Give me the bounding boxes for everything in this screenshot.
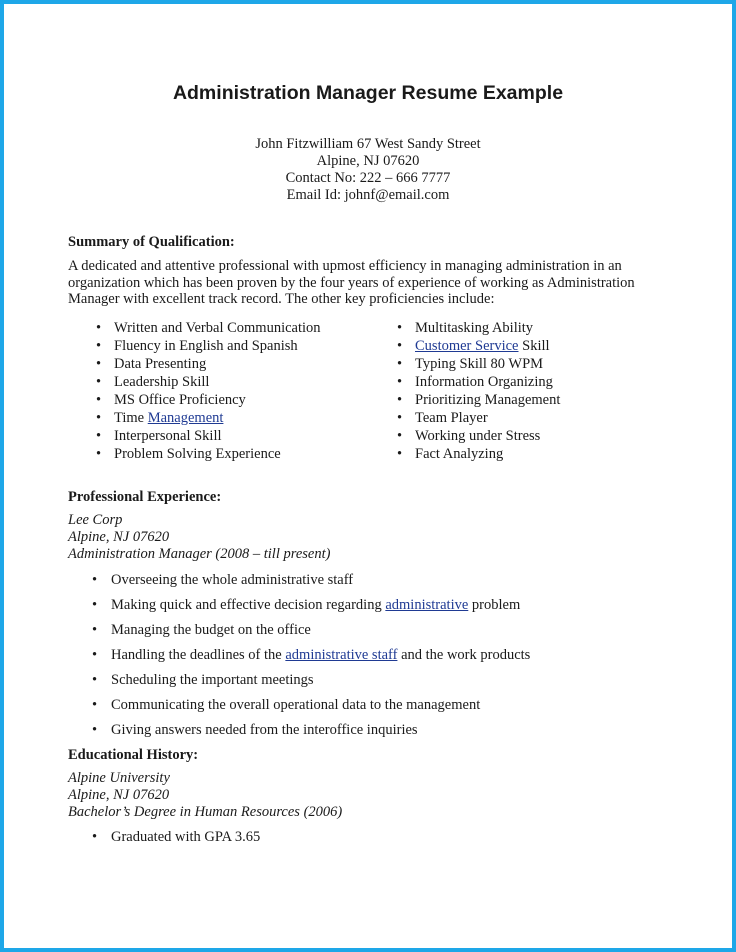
company-name: Lee Corp [68,512,123,528]
duty-item: • Making quick and effective decision regarding administrative problem [92,596,530,621]
duty-item: • Overseeing the whole administrative staff [92,571,530,596]
skill-item: • Leadership Skill [96,373,321,391]
education-item: • Graduated with GPA 3.65 [92,828,260,846]
contact-city: Alpine, NJ 07620 [316,153,420,169]
contact-phone: Contact No: 222 – 666 7777 [285,170,451,186]
contact-name-address: John Fitzwilliam 67 West Sandy Street [255,136,481,152]
education-details [68,770,342,821]
skill-item: • Multitasking Ability [397,319,560,337]
summary-heading: Summary of Qualification: [68,234,235,250]
skill-item: • Customer Service Skill [397,337,560,355]
skills-list-left [96,319,321,463]
skill-item: • Written and Verbal Communication [96,319,321,337]
skill-item: • Fact Analyzing [397,445,560,463]
skill-item: • Time Management [96,409,321,427]
skills-list-right [397,319,560,463]
skill-item: • Fluency in English and Spanish [96,337,321,355]
skill-item: • Information Organizing [397,373,560,391]
skill-item: • Interpersonal Skill [96,427,321,445]
duty-item: • Scheduling the important meetings [92,671,530,696]
job-role: Administration Manager (2008 – till present) [68,546,331,562]
contact-email: Email Id: johnf@email.com [286,187,450,203]
skill-item: • Typing Skill 80 WPM [397,355,560,373]
skill-item-link[interactable]: Management [147,410,224,426]
school-location: Alpine, NJ 07620 [68,787,170,803]
skill-item: • Data Presenting [96,355,321,373]
skill-item: • Working under Stress [397,427,560,445]
duty-item: • Handling the deadlines of the administrative staff and the work products [92,646,530,671]
contact-block [0,136,736,204]
skill-item: • Prioritizing Management [397,391,560,409]
school-name: Alpine University [68,770,170,786]
duty-item: • Giving answers needed from the interoffice inquiries [92,721,530,746]
duty-item-link[interactable]: administrative [385,597,469,613]
duties-list [92,571,530,746]
degree: Bachelor’s Degree in Human Resources (2006) [68,804,343,820]
skill-item: • MS Office Proficiency [96,391,321,409]
skill-item-link[interactable]: Customer Service [415,338,519,354]
experience-details [68,512,330,563]
education-list [92,828,260,846]
duty-item: • Communicating the overall operational data to the management [92,696,530,721]
education-heading: Educational History: [68,747,199,763]
skill-item: • Problem Solving Experience [96,445,321,463]
duty-item: • Managing the budget on the office [92,621,530,646]
page-title: Administration Manager Resume Example [172,82,564,104]
skill-item: • Team Player [397,409,560,427]
summary-text: A dedicated and attentive professional with upmost efficiency in managing administration in an organization which has been proven by the four years of experience of working as Administration Manager with excellent track record. The other key proficiencies include: [68,258,635,307]
duty-item-link[interactable]: administrative staff [285,647,398,663]
experience-heading: Professional Experience: [68,489,222,505]
company-location: Alpine, NJ 07620 [68,529,170,545]
